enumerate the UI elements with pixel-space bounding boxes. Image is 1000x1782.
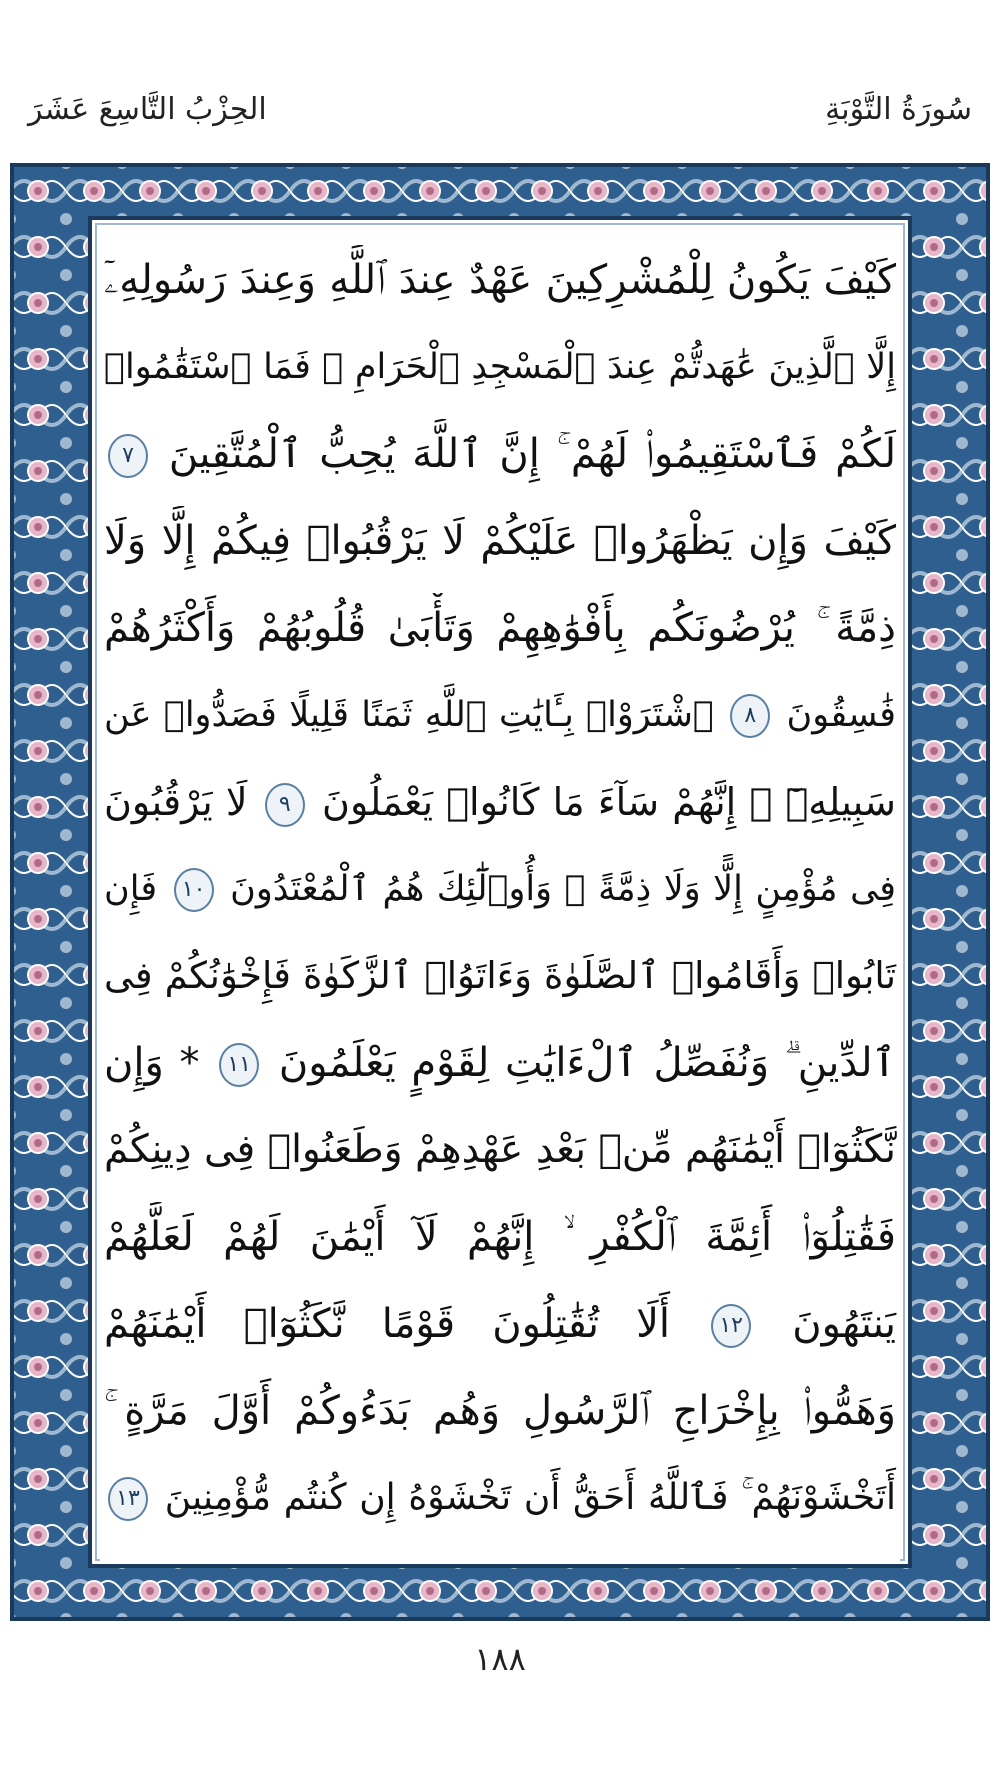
verse-line-6: فَٰسِقُونَ ٨ ٱشْتَرَوْا۟ بِـَٔايَٰتِ ٱللَّهِ ثَمَنًا قَلِيلًا فَصَدُّوا۟ عَن — [100, 680, 900, 750]
surah-name: سُورَةُ التَّوْبَةِ — [825, 92, 972, 127]
verse-line-8: فِى مُؤْمِنٍ إِلًّا وَلَا ذِمَّةً ۚ وَأُو۟لَٰٓئِكَ هُمُ ٱلْمُعْتَدُونَ ١٠ فَإِن — [100, 854, 900, 924]
verse-line-14: وَهَمُّوا۟ بِإِخْرَاجِ ٱلرَّسُولِ وَهُم بَدَءُوكُمْ أَوَّلَ مَرَّةٍ ۚ — [104, 1388, 896, 1434]
page-number: ١٨٨ — [474, 1640, 526, 1678]
ayah-marker-10: ١٠ — [174, 868, 214, 912]
verse-line-9: تَابُوا۟ وَأَقَامُوا۟ ٱلصَّلَوٰةَ وَءَاتَوُا۟ ٱلزَّكَوٰةَ فَإِخْوَٰنُكُمْ فِى — [104, 954, 896, 997]
hizb-label: الحِزْبُ التَّاسِعَ عَشَرَ — [28, 92, 267, 127]
page-header — [0, 0, 1000, 170]
verse-line-15: أَتَخْشَوْنَهُمْ ۚ فَٱللَّهُ أَحَقُّ أَن تَخْشَوْهُ إِن كُنتُم مُّؤْمِنِينَ ١٣ — [100, 1463, 900, 1533]
ayah-marker-8: ٨ — [730, 694, 770, 738]
quran-text-panel — [100, 225, 900, 1564]
verse-line-7: سَبِيلِهِۦٓ ۚ إِنَّهُمْ سَآءَ مَا كَانُوا۟ يَعْمَلُونَ ٩ لَا يَرْقُبُونَ — [100, 767, 900, 837]
ayah-marker-7: ٧ — [108, 434, 148, 478]
ayah-marker-13: ١٣ — [108, 1477, 148, 1521]
ayah-marker-12: ١٢ — [711, 1304, 751, 1348]
verse-line-5: ذِمَّةً ۚ يُرْضُونَكُم بِأَفْوَٰهِهِمْ وَتَأْبَىٰ قُلُوبُهُمْ وَأَكْثَرُهُمْ — [104, 605, 896, 651]
verse-line-13: يَنتَهُونَ ١٢ أَلَا تُقَٰتِلُونَ قَوْمًا نَّكَثُوٓا۟ أَيْمَٰنَهُمْ — [104, 1301, 896, 1347]
verse-line-10: ٱلدِّينِ ۗ وَنُفَصِّلُ ٱلْءَايَٰتِ لِقَوْمٍ يَعْلَمُونَ ١١ * وَإِن — [104, 1040, 896, 1086]
verse-line-1: كَيْفَ يَكُونُ لِلْمُشْرِكِينَ عَهْدٌ عِندَ ٱللَّهِ وَعِندَ رَسُولِهِۦٓ — [104, 257, 896, 303]
verse-line-2: إِلَّا ٱلَّذِينَ عَٰهَدتُّمْ عِندَ ٱلْمَسْجِدِ ٱلْحَرَامِ ۖ فَمَا ٱسْتَقَٰمُوا۟ — [104, 347, 896, 387]
verse-line-4: كَيْفَ وَإِن يَظْهَرُوا۟ عَلَيْكُمْ لَا يَرْقُبُوا۟ فِيكُمْ إِلًّا وَلَا — [104, 518, 896, 564]
verse-line-3: لَكُمْ فَٱسْتَقِيمُوا۟ لَهُمْ ۚ إِنَّ ٱللَّهَ يُحِبُّ ٱلْمُتَّقِينَ ٧ — [100, 419, 900, 489]
verse-line-11: نَّكَثُوٓا۟ أَيْمَٰنَهُم مِّنۢ بَعْدِ عَهْدِهِمْ وَطَعَنُوا۟ فِى دِينِكُمْ — [104, 1127, 896, 1172]
verse-line-12: فَقَٰتِلُوٓا۟ أَئِمَّةَ ٱلْكُفْرِ ۙ إِنَّهُمْ لَآ أَيْمَٰنَ لَهُمْ لَعَلَّهُمْ — [104, 1214, 896, 1260]
ayah-marker-11: ١١ — [219, 1043, 259, 1087]
ayah-marker-9: ٩ — [265, 783, 305, 827]
